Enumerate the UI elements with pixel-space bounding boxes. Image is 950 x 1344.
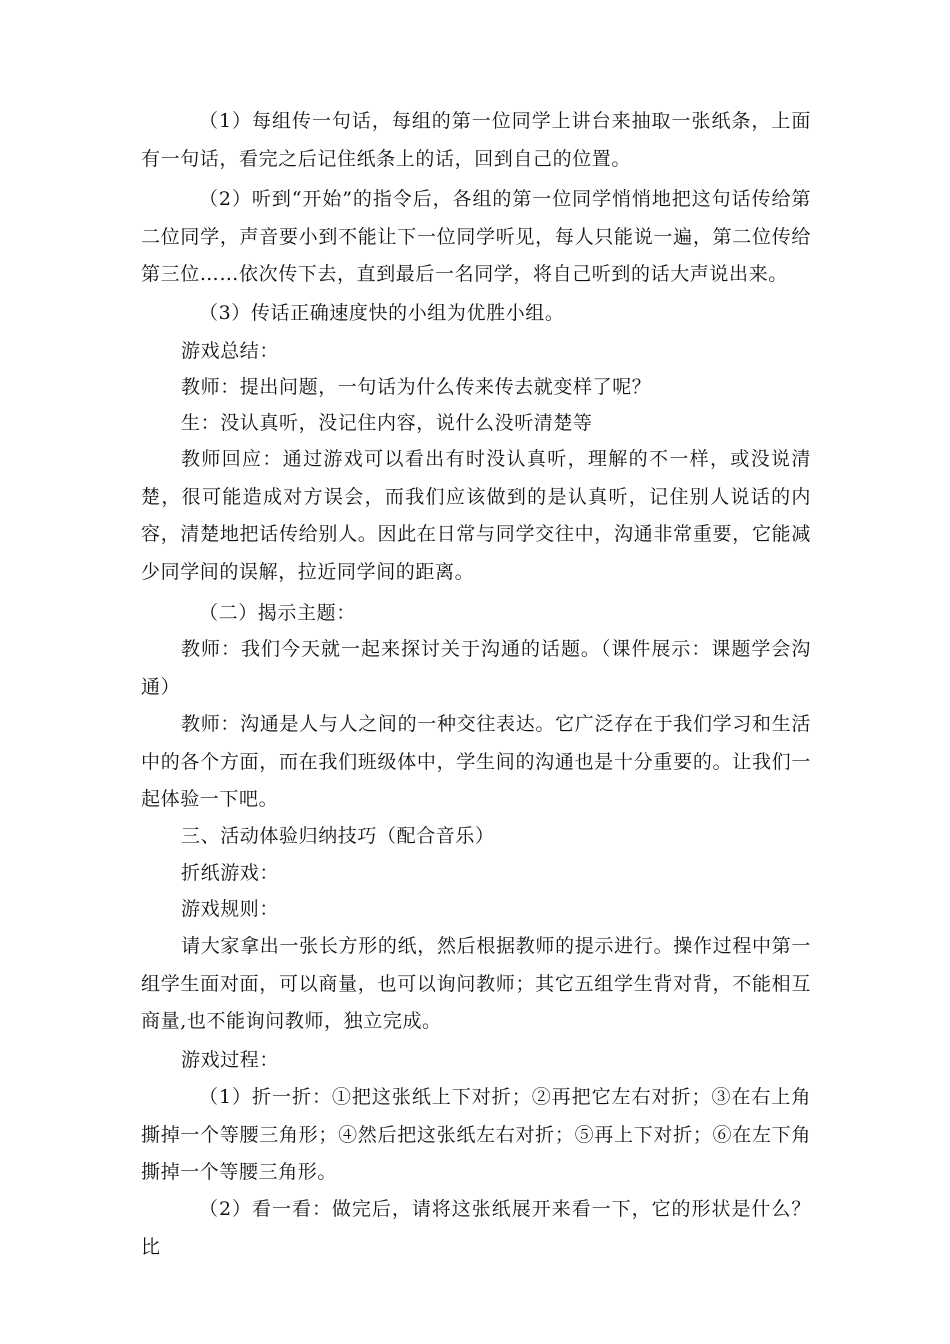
paragraph-pass-rule-3: （3）传话正确速度快的小组为优胜小组。 [199,302,565,324]
paragraph-teacher-question: 教师：提出问题，一句话为什么传来传去就变样了呢？ [181,376,652,398]
paragraph-look-step: （2）看一看：做完后，请将这张纸展开来看一下，它的形状是什么？比 [141,1198,811,1258]
paragraph-teacher-response: 教师回应：通过游戏可以看出有时没认真听，理解的不一样，或没说清楚，很可能造成对方误会，而我们应该做到的是认真听，记住别人说话的内容，清楚地把话传给别人。因此在日常与同学交往中，沟通非常重要，它能减少同学间的误解，拉近同学间的距离。 [141,448,811,583]
section-heading-activity: 三、活动体验归纳技巧（配合音乐） [181,825,495,847]
paragraph-game-summary: 游戏总结： [181,340,280,362]
paragraph-origami-game: 折纸游戏： [181,862,280,884]
paragraph-teacher-communication: 教师：沟通是人与人之间的一种交往表达。它广泛存在于我们学习和生活中的各个方面，而在我们班级体中，学生间的沟通也是十分重要的。让我们一起体验一下吧。 [141,713,811,810]
paragraph-fold-steps: （1）折一折：①把这张纸上下对折；②再把它左右对折；③在右上角撕掉一个等腰三角形；④然后把这张纸左右对折；⑤再上下对折；⑥在左下角撕掉一个等腰三角形。 [141,1086,811,1183]
paragraph-student-answer: 生：没认真听，没记住内容，说什么没听清楚等 [181,412,593,434]
paragraph-game-process: 游戏过程： [181,1049,280,1071]
paragraph-rules-text: 请大家拿出一张长方形的纸，然后根据教师的提示进行。操作过程中第一组学生面对面，可以商量，也可以询问教师；其它五组学生背对背，不能相互商量,也不能询问教师，独立完成。 [141,935,811,1032]
paragraph-pass-rule-2: （2）听到“开始”的指令后，各组的第一位同学悄悄地把这句话传给第二位同学，声音要小到不能让下一位同学听见，每人只能说一遍，第二位传给第三位……依次传下去，直到最后一名同学，将自己听到的话大声说出来。 [141,188,811,285]
paragraph-teacher-topic: 教师：我们今天就一起来探讨关于沟通的话题。（课件展示：课题学会沟通） [141,638,811,698]
paragraph-game-rules: 游戏规则： [181,898,280,920]
paragraph-pass-rule-1: （1）每组传一句话，每组的第一位同学上讲台来抽取一张纸条，上面有一句话，看完之后记住纸条上的话，回到自己的位置。 [141,110,811,170]
paragraph-reveal-theme: （二）揭示主题： [199,602,356,624]
